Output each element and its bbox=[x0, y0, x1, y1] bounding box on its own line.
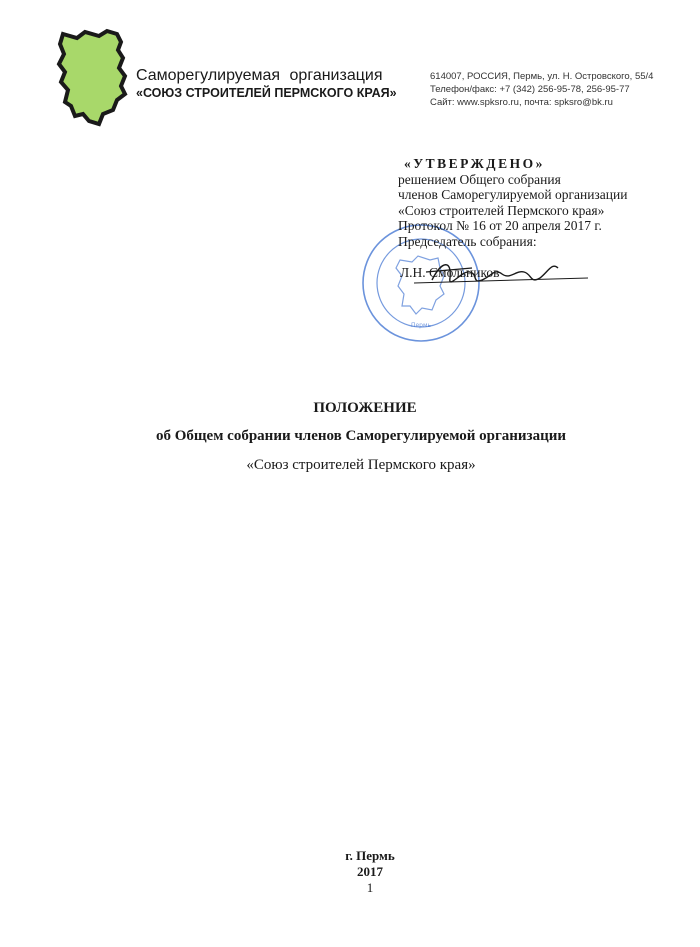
contacts-block bbox=[430, 70, 653, 109]
approval-line: Протокол № 16 от 20 апреля 2017 г. bbox=[398, 218, 602, 233]
phone-text: Телефон/факс: +7 (342) 256-95-78, 256-95-77 bbox=[430, 84, 630, 95]
document-organization: «Союз строителей Пермского края» bbox=[246, 457, 476, 473]
signer-name: Л.Н. Смольников bbox=[400, 265, 500, 280]
year-text: 2017 bbox=[357, 864, 383, 879]
address-text: 614007, РОССИЯ, Пермь, ул. Н. Островского, 55/4 bbox=[430, 71, 654, 82]
city-text: г. Пермь bbox=[345, 848, 395, 863]
page-number: 1 bbox=[366, 880, 374, 895]
organization-logo bbox=[55, 28, 130, 128]
organization-name: Саморегулируемая организация bbox=[136, 67, 383, 84]
approval-line: «Союз строителей Пермского края» bbox=[398, 202, 605, 218]
approval-line: решением Общего собрания bbox=[398, 171, 561, 187]
website-email-text: Сайт: www.spksro.ru, почта: spksro@bk.ru bbox=[430, 97, 613, 108]
approval-line: Председатель собрания: bbox=[398, 233, 537, 249]
svg-text:Пермь: Пермь bbox=[410, 322, 432, 329]
document-title-block bbox=[0, 398, 700, 475]
approval-line: членов Саморегулируемой организации bbox=[398, 187, 628, 202]
document-subtitle: об Общем собрании членов Саморегулируемой организации bbox=[155, 428, 567, 444]
organization-union-name: «СОЮЗ СТРОИТЕЛЕЙ ПЕРМСКОГО КРАЯ» bbox=[136, 86, 397, 100]
handwritten-signature bbox=[412, 250, 602, 300]
document-title: ПОЛОЖЕНИЕ bbox=[313, 400, 417, 416]
footer-block bbox=[0, 848, 700, 896]
approval-heading: «УТВЕРЖДЕНО» bbox=[404, 156, 545, 171]
organization-name-block bbox=[136, 66, 397, 101]
